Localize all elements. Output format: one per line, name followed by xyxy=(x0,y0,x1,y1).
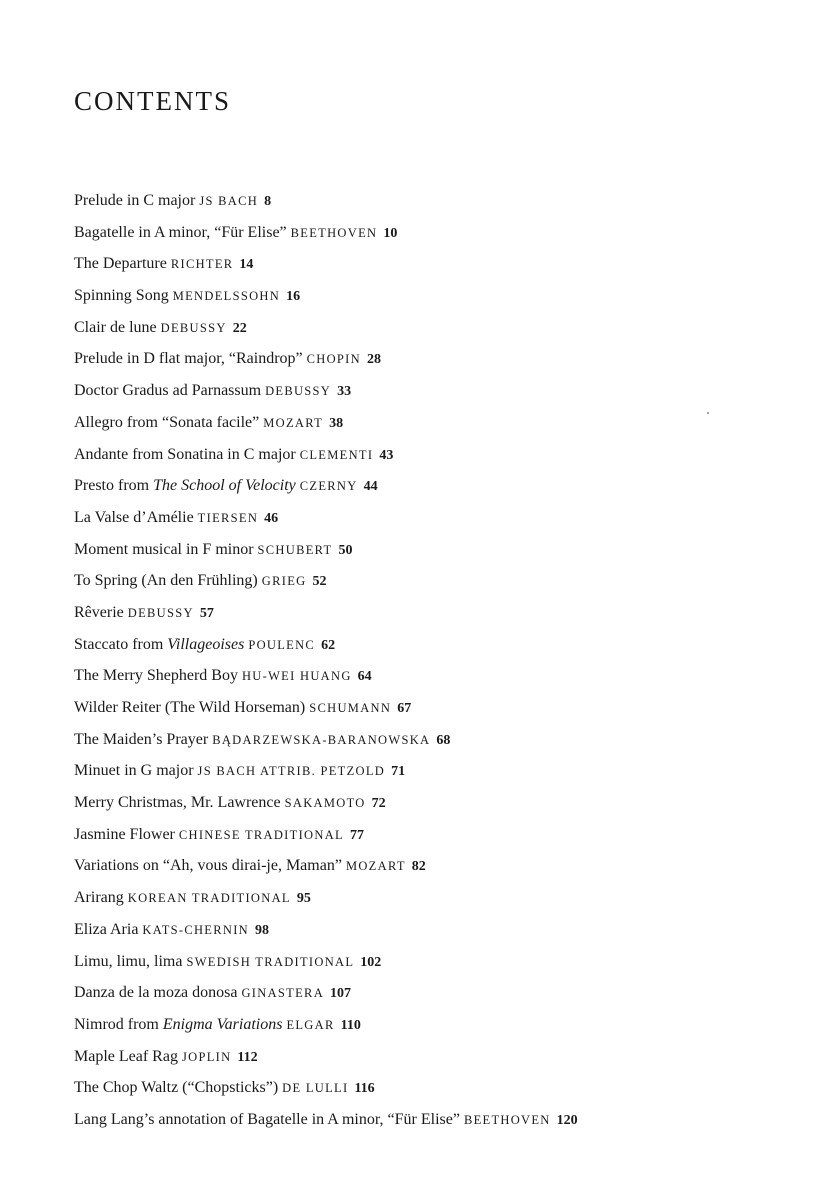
entry-composer: KOREAN TRADITIONAL xyxy=(127,891,291,906)
entry-title-text: Prelude in D flat major, “Raindrop” xyxy=(74,350,303,368)
entry-page-number: 71 xyxy=(391,764,406,780)
entry-title xyxy=(74,889,124,906)
entry-title xyxy=(74,192,195,209)
entry-title xyxy=(74,414,259,431)
entry-title-text: The Merry Shepherd Boy xyxy=(74,667,238,685)
toc-entry xyxy=(74,1074,794,1106)
entry-title-text: Maple Leaf Rag xyxy=(74,1047,178,1065)
entry-title-text: Staccato from xyxy=(74,635,168,653)
entry-page-number: 33 xyxy=(337,384,352,400)
entry-title-text: Spinning Song xyxy=(74,287,169,305)
entry-composer: SWEDISH TRADITIONAL xyxy=(186,954,355,969)
page-title: CONTENTS xyxy=(74,86,231,116)
toc-entry xyxy=(74,662,794,694)
entry-page-number: 64 xyxy=(357,669,372,685)
entry-composer: JS BACH ATTRIB. PETZOLD xyxy=(197,764,386,779)
entry-composer: MOZART xyxy=(345,859,406,874)
entry-composer: CZERNY xyxy=(299,479,358,494)
entry-composer: DEBUSSY xyxy=(160,320,227,335)
toc-entry xyxy=(74,187,794,219)
toc-entry xyxy=(74,282,794,314)
entry-page-number: 77 xyxy=(349,827,364,843)
entry-composer: SAKAMOTO xyxy=(284,796,366,811)
entry-page-number: 107 xyxy=(330,986,352,1002)
entry-title-text: Jasmine Flower xyxy=(74,825,175,843)
entry-title xyxy=(74,1111,460,1128)
entry-composer: KATS-CHERNIN xyxy=(142,922,249,937)
entry-title-text: Allegro from “Sonata facile” xyxy=(74,413,260,431)
entry-page-number: 16 xyxy=(286,289,301,305)
entry-title xyxy=(74,1048,178,1065)
toc-entry xyxy=(74,250,794,282)
entry-title-text: The Chop Waltz (“Chopsticks”) xyxy=(74,1079,279,1097)
entry-title-text: Clair de lune xyxy=(74,318,157,336)
entry-page-number: 116 xyxy=(354,1081,375,1097)
entry-title xyxy=(74,636,244,653)
entry-page-number: 46 xyxy=(264,510,279,526)
entry-composer: SCHUMANN xyxy=(309,701,392,715)
entry-title-text: Minuet in G major xyxy=(74,762,194,780)
entry-composer: JS BACH xyxy=(199,194,259,208)
toc-entry xyxy=(74,1043,794,1075)
entry-composer: BEETHOVEN xyxy=(463,1112,551,1127)
toc-entry xyxy=(74,884,794,916)
toc-entry xyxy=(74,314,794,346)
entry-page-number: 52 xyxy=(312,574,327,590)
toc-entry xyxy=(74,916,794,948)
entry-composer: SCHUBERT xyxy=(257,542,333,557)
toc-entry xyxy=(74,1011,794,1043)
toc-entry xyxy=(74,536,794,568)
entry-title-text: The Departure xyxy=(74,255,167,273)
entry-page-number: 72 xyxy=(371,796,386,812)
toc-entry xyxy=(74,409,794,441)
toc-entry xyxy=(74,472,794,504)
entry-composer: CHINESE TRADITIONAL xyxy=(178,827,344,842)
entry-composer: RICHTER xyxy=(170,257,234,272)
toc-entry xyxy=(74,441,794,473)
toc-entry xyxy=(74,219,794,251)
entry-composer: DEBUSSY xyxy=(265,384,332,399)
entry-title xyxy=(74,699,305,716)
entry-title-text: Limu, limu, lima xyxy=(74,952,183,970)
entry-title xyxy=(74,509,194,526)
entry-page-number: 28 xyxy=(366,352,381,368)
toc-entry xyxy=(74,726,794,758)
page-speck xyxy=(707,412,709,414)
entry-title xyxy=(74,350,303,367)
entry-page-number: 67 xyxy=(397,701,412,716)
entry-title xyxy=(74,984,237,1001)
entry-composer: CHOPIN xyxy=(306,352,361,367)
entry-composer: HU-WEI HUANG xyxy=(241,669,352,684)
entry-composer: BEETHOVEN xyxy=(290,225,378,240)
entry-composer: DEBUSSY xyxy=(127,605,194,620)
contents-list xyxy=(74,187,794,1138)
entry-composer: DE LULLI xyxy=(282,1081,349,1096)
toc-entry xyxy=(74,345,794,377)
toc-entry xyxy=(74,631,794,663)
entry-title-text: Rêverie xyxy=(74,603,124,621)
entry-title-text: The Maiden’s Prayer xyxy=(74,730,209,748)
entry-title-text: Merry Christmas, Mr. Lawrence xyxy=(74,794,281,812)
toc-entry xyxy=(74,599,794,631)
entry-page-number: 110 xyxy=(340,1017,361,1033)
entry-title-text: Danza de la moza donosa xyxy=(74,984,238,1002)
entry-title xyxy=(74,762,194,779)
entry-page-number: 50 xyxy=(338,542,353,558)
entry-title xyxy=(74,921,138,938)
entry-page-number: 120 xyxy=(556,1112,578,1128)
entry-title xyxy=(74,857,342,874)
entry-page-number: 14 xyxy=(239,257,254,273)
entry-title-text: Lang Lang’s annotation of Bagatelle in A minor, “Für Elise” xyxy=(74,1110,460,1128)
entry-composer: GINASTERA xyxy=(241,986,325,1001)
entry-title xyxy=(74,826,175,843)
entry-page-number: 44 xyxy=(363,479,378,495)
entry-title xyxy=(74,255,167,272)
entry-page-number: 95 xyxy=(296,891,311,907)
entry-title xyxy=(74,446,296,463)
entry-title-text: To Spring (An den Frühling) xyxy=(74,572,258,590)
entry-page-number: 43 xyxy=(379,447,394,463)
entry-title xyxy=(74,541,254,558)
toc-entry xyxy=(74,504,794,536)
entry-title xyxy=(74,572,258,589)
entry-page-number: 22 xyxy=(232,320,247,336)
entry-page-number: 68 xyxy=(436,732,451,748)
entry-title-text: Variations on “Ah, vous dirai-je, Maman” xyxy=(74,857,342,875)
entry-composer: MENDELSSOHN xyxy=(172,289,281,304)
entry-title xyxy=(74,224,287,241)
entry-title xyxy=(74,477,296,494)
entry-page-number: 112 xyxy=(237,1049,258,1065)
entry-title-text: Doctor Gradus ad Parnassum xyxy=(74,382,262,400)
entry-title xyxy=(74,667,238,684)
entry-title-text: La Valse d’Amélie xyxy=(74,508,194,526)
entry-title xyxy=(74,1016,282,1033)
entry-title xyxy=(74,319,157,336)
entry-title xyxy=(74,382,261,399)
toc-entry xyxy=(74,377,794,409)
entry-composer: ELGAR xyxy=(286,1017,335,1032)
entry-title-text: Nimrod from xyxy=(74,1015,163,1033)
entry-title-text: Wilder Reiter (The Wild Horseman) xyxy=(74,699,306,716)
entry-title xyxy=(74,604,124,621)
toc-entry xyxy=(74,694,794,726)
entry-page-number: 8 xyxy=(264,194,272,209)
entry-title-text: Arirang xyxy=(74,889,124,907)
entry-page-number: 10 xyxy=(383,225,398,241)
entry-title xyxy=(74,731,208,748)
entry-page-number: 38 xyxy=(329,415,344,431)
entry-composer: TIERSEN xyxy=(197,510,259,525)
entry-title-text: Andante from Sonatina in C major xyxy=(74,445,296,463)
entry-title-italic: The School of Velocity xyxy=(153,477,296,495)
entry-title xyxy=(74,794,281,811)
toc-entry xyxy=(74,821,794,853)
entry-composer: CLEMENTI xyxy=(299,447,374,462)
entry-composer: JOPLIN xyxy=(181,1049,232,1064)
entry-page-number: 62 xyxy=(321,637,336,653)
toc-entry xyxy=(74,979,794,1011)
entry-title-text: Bagatelle in A minor, “Für Elise” xyxy=(74,223,287,241)
toc-entry xyxy=(74,1106,794,1138)
entry-page-number: 102 xyxy=(360,954,382,970)
entry-composer: POULENC xyxy=(248,637,316,652)
entry-composer: BĄDARZEWSKA-BARANOWSKA xyxy=(212,732,431,747)
toc-entry xyxy=(74,789,794,821)
entry-title-italic: Villageoises xyxy=(167,635,245,653)
entry-title-text: Eliza Aria xyxy=(74,920,139,938)
entry-page-number: 98 xyxy=(255,922,269,938)
entry-title xyxy=(74,1079,278,1096)
toc-entry xyxy=(74,757,794,789)
entry-title-italic: Enigma Variations xyxy=(162,1015,283,1033)
toc-entry xyxy=(74,948,794,980)
entry-title-text: Moment musical in F minor xyxy=(74,540,254,558)
entry-title xyxy=(74,287,169,304)
entry-page-number: 82 xyxy=(411,859,426,875)
entry-title-text: Presto from xyxy=(74,477,154,495)
entry-composer: MOZART xyxy=(263,415,324,430)
toc-entry xyxy=(74,852,794,884)
entry-title xyxy=(74,953,182,970)
entry-title-text: Prelude in C major xyxy=(74,192,196,209)
toc-entry xyxy=(74,567,794,599)
entry-page-number: 57 xyxy=(199,605,214,621)
entry-composer: GRIEG xyxy=(261,574,307,589)
